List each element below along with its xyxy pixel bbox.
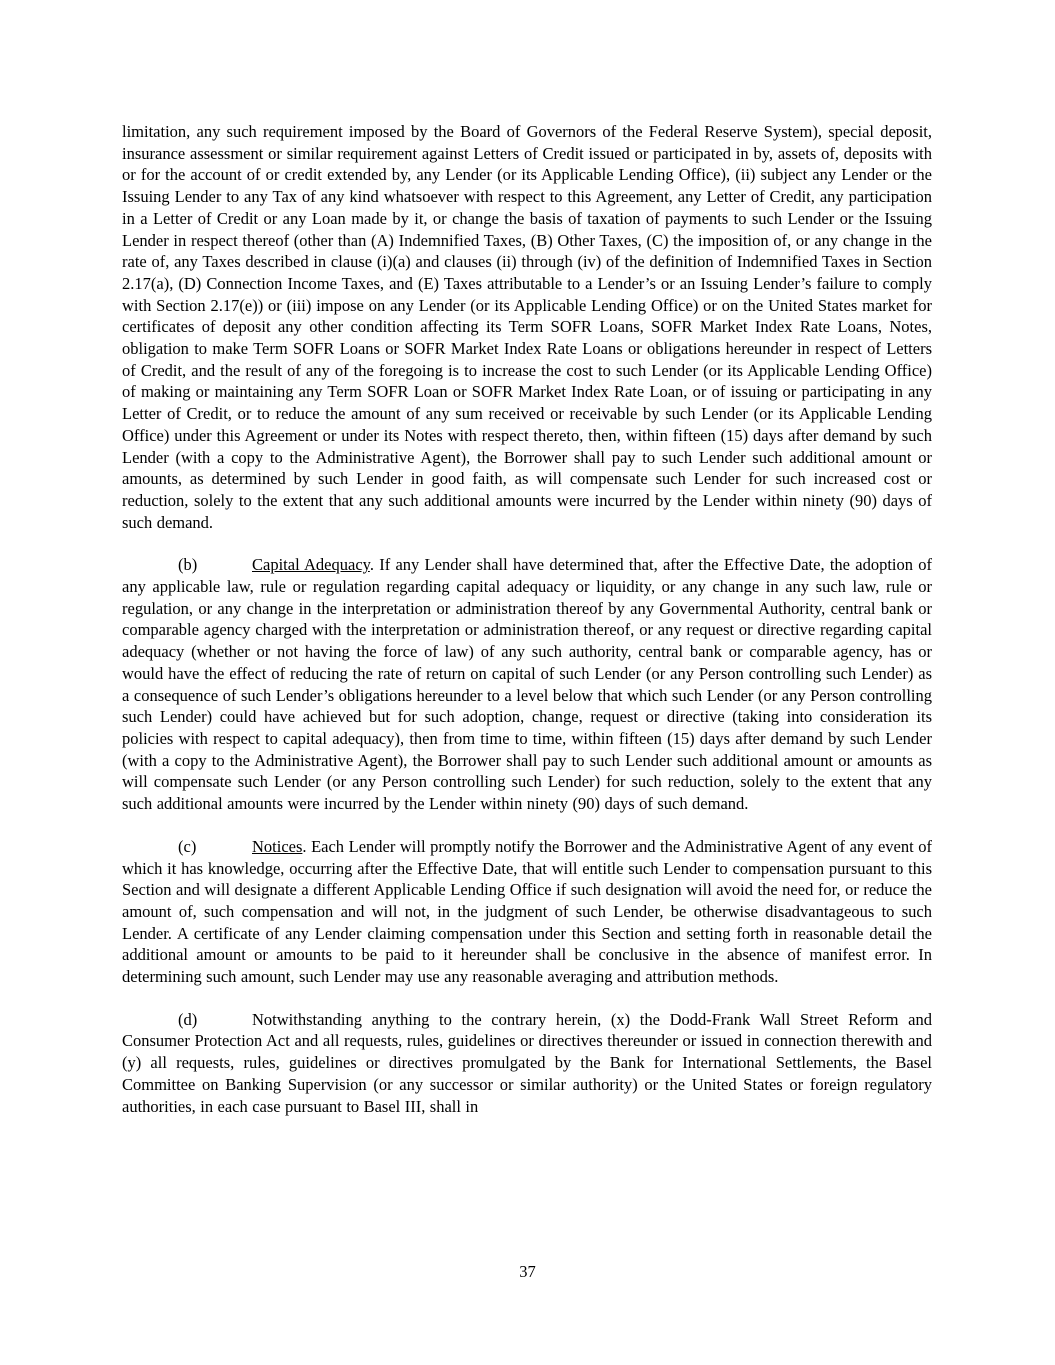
paragraph-label: (b) [178,555,198,575]
paragraph-d [122,1009,932,1118]
page-number: 37 [519,1262,536,1281]
paragraph-b-capital-adequacy [122,554,932,814]
paragraph-label: (c) [178,836,197,856]
paragraph-body: limitation, any such requirement imposed by the Board of Governors of the Federal Reserve System), special deposit, insurance assessment or similar requirement against Letters of Credit issued or participated in by, assets of, deposits with or for the account of or credit extended by, any Lender (or its Applicable Lending Office), (ii) subject any Lender or the Issuing Lender to any Tax of any kind whatsoever with respect to this Agreement, any Letter of Credit, any participation in a Letter of Credit or any Loan made by it, or change the basis of taxation of payments to such Lender or the Issuing Lender in respect thereof (other than (A) Indemnified Taxes, (B) Other Taxes, (C) the imposition of, or any change in the rate of, any Taxes described in clause (i)(a) and clauses (ii) through (iv) of the definition of Indemnified Taxes in Section 2.17(a), (D) Connection Income Taxes, and (E) Taxes attributable to a Lender’s or an Issuing Lender’s failure to comply with Section 2.17(e)) or (iii) impose on any Lender (or its Applicable Lending Office) or on the United States market for certificates of deposit any other condition affecting its Term SOFR Loans, SOFR Market Index Rate Loans, Notes, obligation to make Term SOFR Loans or SOFR Market Index Rate Loans or obligations hereunder in respect of Letters of Credit, and the result of any of the foregoing is to increase the cost to such Lender (or its Applicable Lending Office) of making or maintaining any Term SOFR Loan or SOFR Market Index Rate Loan, or of issuing or participating in any Letter of Credit, or to reduce the amount of any sum received or receivable by such Lender (or its Applicable Lending Office) under this Agreement or under its Notes with respect thereto, then, within fifteen (15) days after demand by such Lender (with a copy to the Administrative Agent), the Borrower shall pay to such Lender such additional amount or amounts, as determined by such Lender in good faith, as will compensate such Lender for such increased cost or reduction, solely to the extent that any such additional amounts were incurred by the Lender within ninety (90) days of such demand. [122,122,932,532]
paragraph-body: Notwithstanding anything to the contrary herein, (x) the Dodd-Frank Wall Street Reform and Consumer Protection Act and all requests, rules, guidelines or directives thereunder or issued in connection therewith and (y) all requests, rules, guidelines or directives promulgated by the Bank for International Settlements, the Basel Committee on Banking Supervision (or any successor or similar authority) or the United States or foreign regulatory authorities, in each case pursuant to Basel III, shall in [122,1009,932,1116]
paragraph-body: . Each Lender will promptly notify the Borrower and the Administrative Agent of any event of which it has knowledge, occurring after the Effective Date, that will entitle such Lender to compensation pursuant to this Section and will designate a different Applicable Lending Office if such designation will avoid the need for, or reduce the amount of, such compensation and will not, in the judgment of such Lender, be otherwise disadvantageous to such Lender. A certificate of any Lender claiming compensation under this Section and setting forth in reasonable detail the additional amount or amounts to be paid to it hereunder shall be conclusive in the absence of manifest error. In determining such amount, such Lender may use any reasonable averaging and attribution methods. [122,836,932,987]
paragraph-heading: Notices [252,836,303,856]
paragraph-continuation [122,121,932,533]
paragraph-heading: Capital Adequacy [252,555,370,575]
paragraph-body: . If any Lender shall have determined that, after the Effective Date, the adoption of any applicable law, rule or regulation regarding capital adequacy or liquidity, or any change in any such law, rule or regulation, or any change in the interpretation or administration thereof by any Governmental Authority, central bank or comparable agency charged with the interpretation or administration thereof, or any request or directive regarding capital adequacy (whether or not having the force of law) of any such authority, central bank or comparable agency, has or would have the effect of reducing the rate of return on capital of such Lender (or any Person controlling such Lender) as a consequence of such Lender’s obligations hereunder to a level below that which such Lender (or any Person controlling such Lender) could have achieved but for such adoption, change, request or directive (taking into consideration its policies with respect to capital adequacy), then from time to time, within fifteen (15) days after demand by such Lender (with a copy to the Administrative Agent), the Borrower shall pay to such Lender such additional amount or amounts as will compensate such Lender (or any Person controlling such Lender) for such reduction, solely to the extent that any such additional amounts were incurred by the Lender within ninety (90) days of such demand. [122,555,932,814]
paragraph-label: (d) [178,1009,198,1029]
paragraph-c-notices [122,836,932,988]
